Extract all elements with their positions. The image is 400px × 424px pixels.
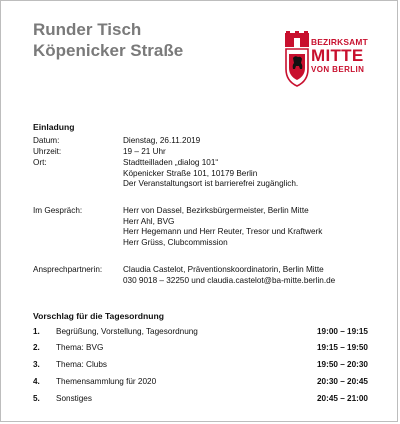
agenda-item xyxy=(33,327,373,339)
agenda-time: 19:00 – 19:15 xyxy=(317,327,368,336)
invitation-heading: Einladung xyxy=(33,122,75,132)
agenda-item xyxy=(33,394,373,406)
logo-line-2: MITTE xyxy=(311,46,364,65)
contact-label: Ansprechpartnerin: xyxy=(33,265,103,274)
agenda-title: Sonstiges xyxy=(56,394,92,403)
coat-of-arms-icon xyxy=(283,31,311,87)
place-line: Stadtteilladen „dialog 101“ xyxy=(123,158,219,167)
date-value: Dienstag, 26.11.2019 xyxy=(123,136,201,145)
agenda-number: 5. xyxy=(33,394,40,403)
contact-line: Claudia Castelot, Präventionskoordinatorin, Berlin Mitte xyxy=(123,265,324,274)
agenda-title: Thema: Clubs xyxy=(56,360,107,369)
conversation-line: Herr von Dassel, Bezirksbürgermeister, Berlin Mitte xyxy=(123,206,309,215)
conversation-line: Herr Grüss, Clubcommission xyxy=(123,237,228,247)
time-label: Uhrzeit: xyxy=(33,147,62,156)
place-line: Köpenicker Straße 101, 10179 Berlin xyxy=(123,168,258,178)
logo-line-3: VON BERLIN xyxy=(311,65,365,74)
agenda-number: 2. xyxy=(33,343,40,352)
agenda-number: 1. xyxy=(33,327,40,336)
time-value: 19 – 21 Uhr xyxy=(123,147,166,156)
agenda-title: Themensammlung für 2020 xyxy=(56,377,157,386)
bezirksamt-logo xyxy=(283,31,373,89)
agenda-item xyxy=(33,343,373,355)
agenda-time: 20:30 – 20:45 xyxy=(317,377,368,386)
agenda-title: Thema: BVG xyxy=(56,343,104,352)
document-title xyxy=(33,19,183,61)
conversation-list xyxy=(123,206,383,248)
agenda-item xyxy=(33,360,373,372)
agenda-number: 4. xyxy=(33,377,40,386)
agenda-title: Begrüßung, Vorstellung, Tagesordnung xyxy=(56,327,198,336)
agenda-time: 20:45 – 21:00 xyxy=(317,394,368,403)
logo-wordmark xyxy=(311,37,375,74)
conversation-line: Herr Ahl, BVG xyxy=(123,216,175,226)
agenda-item xyxy=(33,377,373,389)
place-line: Der Veranstaltungsort ist barrierefrei zugänglich. xyxy=(123,179,299,189)
agenda-number: 3. xyxy=(33,360,40,369)
agenda-time: 19:50 – 20:30 xyxy=(317,360,368,369)
place-value xyxy=(123,158,383,190)
conversation-label: Im Gespräch: xyxy=(33,206,83,215)
title-line-2: Köpenicker Straße xyxy=(33,41,184,60)
conversation-line: Herr Hegemann und Herr Reuter, Tresor und Kraftwerk xyxy=(123,227,323,237)
title-line-1: Runder Tisch xyxy=(33,20,142,39)
contact-info xyxy=(123,265,383,286)
agenda-heading: Vorschlag für die Tagesordnung xyxy=(33,311,164,321)
logo-line-1: BEZIRKSAMT xyxy=(311,37,368,47)
contact-line: 030 9018 – 32250 und claudia.castelot@ba-mitte.berlin.de xyxy=(123,275,336,285)
place-label: Ort: xyxy=(33,158,47,167)
agenda-time: 19:15 – 19:50 xyxy=(317,343,368,352)
date-label: Datum: xyxy=(33,136,60,145)
